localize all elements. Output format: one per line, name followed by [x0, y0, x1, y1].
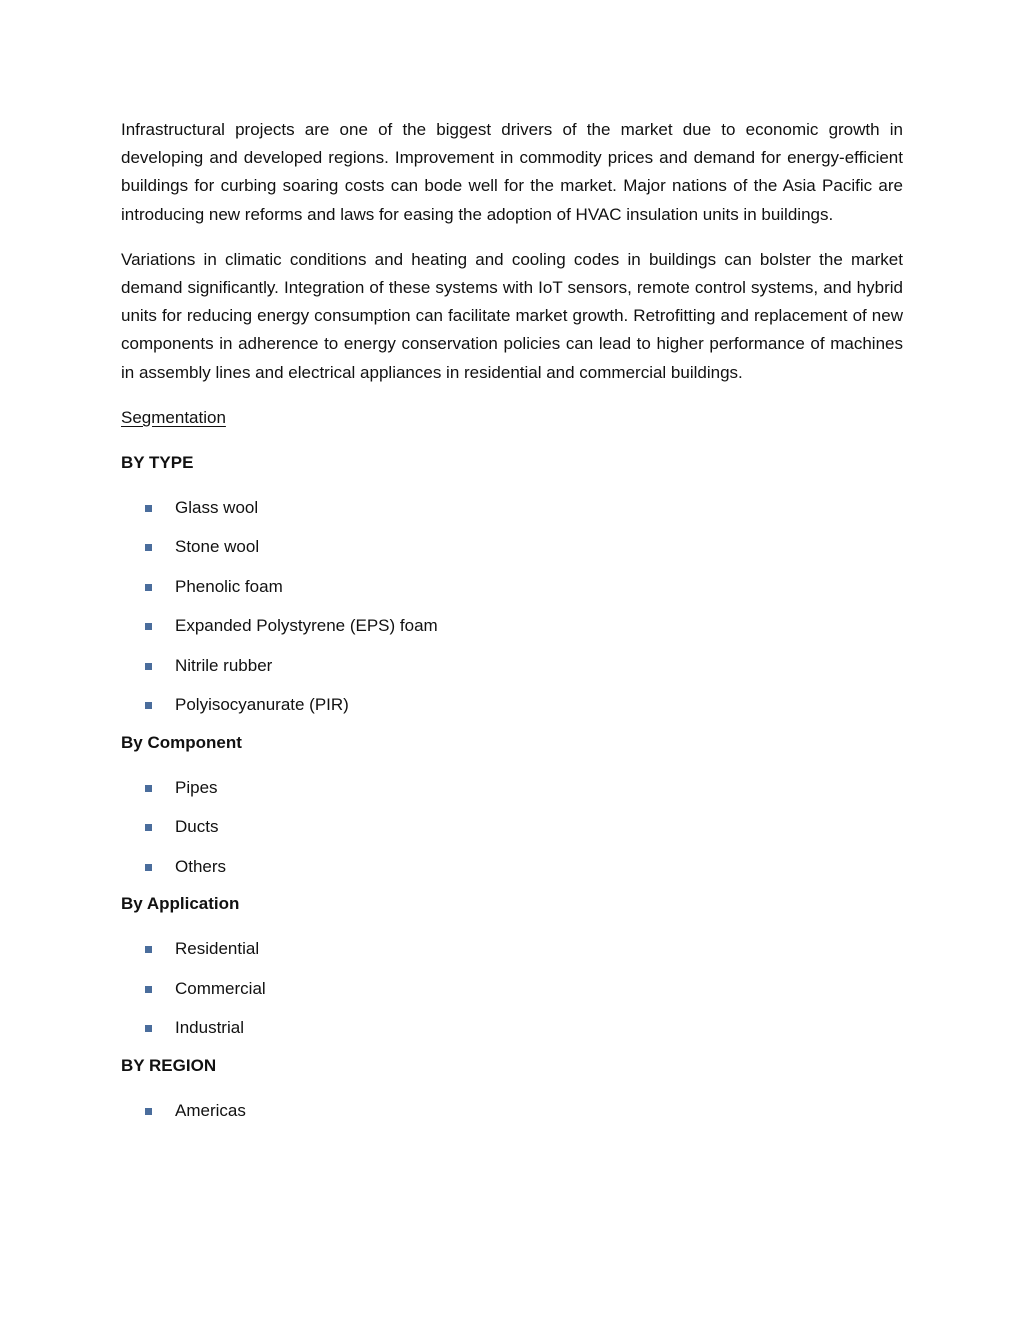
list-item-label: Industrial	[175, 1018, 244, 1038]
by-type-heading: BY TYPE	[121, 452, 194, 472]
by-application-list	[121, 935, 903, 1042]
list-item	[121, 935, 903, 963]
document-page	[121, 116, 903, 1136]
square-bullet-icon	[145, 505, 152, 512]
square-bullet-icon	[145, 785, 152, 792]
list-item-label: Americas	[175, 1100, 246, 1120]
square-bullet-icon	[145, 702, 152, 709]
list-item-label: Phenolic foam	[175, 576, 283, 596]
list-item	[121, 774, 903, 802]
by-type-list	[121, 494, 903, 720]
by-component-heading: By Component	[121, 732, 242, 752]
list-item	[121, 494, 903, 522]
list-item	[121, 652, 903, 680]
square-bullet-icon	[145, 946, 152, 953]
segmentation-title: Segmentation	[121, 407, 226, 427]
square-bullet-icon	[145, 986, 152, 993]
square-bullet-icon	[145, 864, 152, 871]
list-item-label: Others	[175, 856, 227, 876]
list-item-label: Nitrile rubber	[175, 655, 273, 675]
list-item	[121, 813, 903, 841]
list-item-label: Residential	[175, 939, 260, 959]
list-item	[121, 853, 903, 881]
by-component-list	[121, 774, 903, 881]
list-item	[121, 533, 903, 561]
list-item	[121, 573, 903, 601]
list-item	[121, 1014, 903, 1042]
square-bullet-icon	[145, 544, 152, 551]
list-item	[121, 975, 903, 1003]
square-bullet-icon	[145, 1025, 152, 1032]
list-item-label: Expanded Polystyrene (EPS) foam	[175, 616, 438, 636]
square-bullet-icon	[145, 824, 152, 831]
square-bullet-icon	[145, 623, 152, 630]
by-application-heading: By Application	[121, 894, 240, 914]
square-bullet-icon	[145, 1108, 152, 1115]
list-item	[121, 1097, 903, 1125]
intro-paragraph: Infrastructural projects are one of the biggest drivers of the market due to economic growth in developing and developed regions. Improvement in commodity prices and demand for energy-efficient buildings for curbing soaring costs can bode well for the market. Major nations of the Asia Pacific are introducing new reforms and laws for easing the adoption of HVAC insulation units in buildings.	[121, 120, 903, 224]
list-item	[121, 691, 903, 719]
list-item-label: Pipes	[175, 777, 218, 797]
list-item	[121, 612, 903, 640]
by-region-list	[121, 1097, 903, 1125]
square-bullet-icon	[145, 584, 152, 591]
by-region-heading: BY REGION	[121, 1055, 217, 1075]
drivers-paragraph: Variations in climatic conditions and heating and cooling codes in buildings can bolster the market demand significantly. Integration of these systems with IoT sensors, remote control systems, and hybrid units for reducing energy consumption can facilitate market growth. Retrofitting and replacement of new components in adherence to energy conservation policies can lead to higher performance of machines in assembly lines and electrical appliances in residential and commercial buildings.	[121, 249, 903, 382]
square-bullet-icon	[145, 663, 152, 670]
list-item-label: Polyisocyanurate (PIR)	[175, 695, 349, 715]
list-item-label: Ducts	[175, 817, 219, 837]
list-item-label: Stone wool	[175, 537, 260, 557]
list-item-label: Commercial	[175, 978, 266, 998]
list-item-label: Glass wool	[175, 497, 259, 517]
